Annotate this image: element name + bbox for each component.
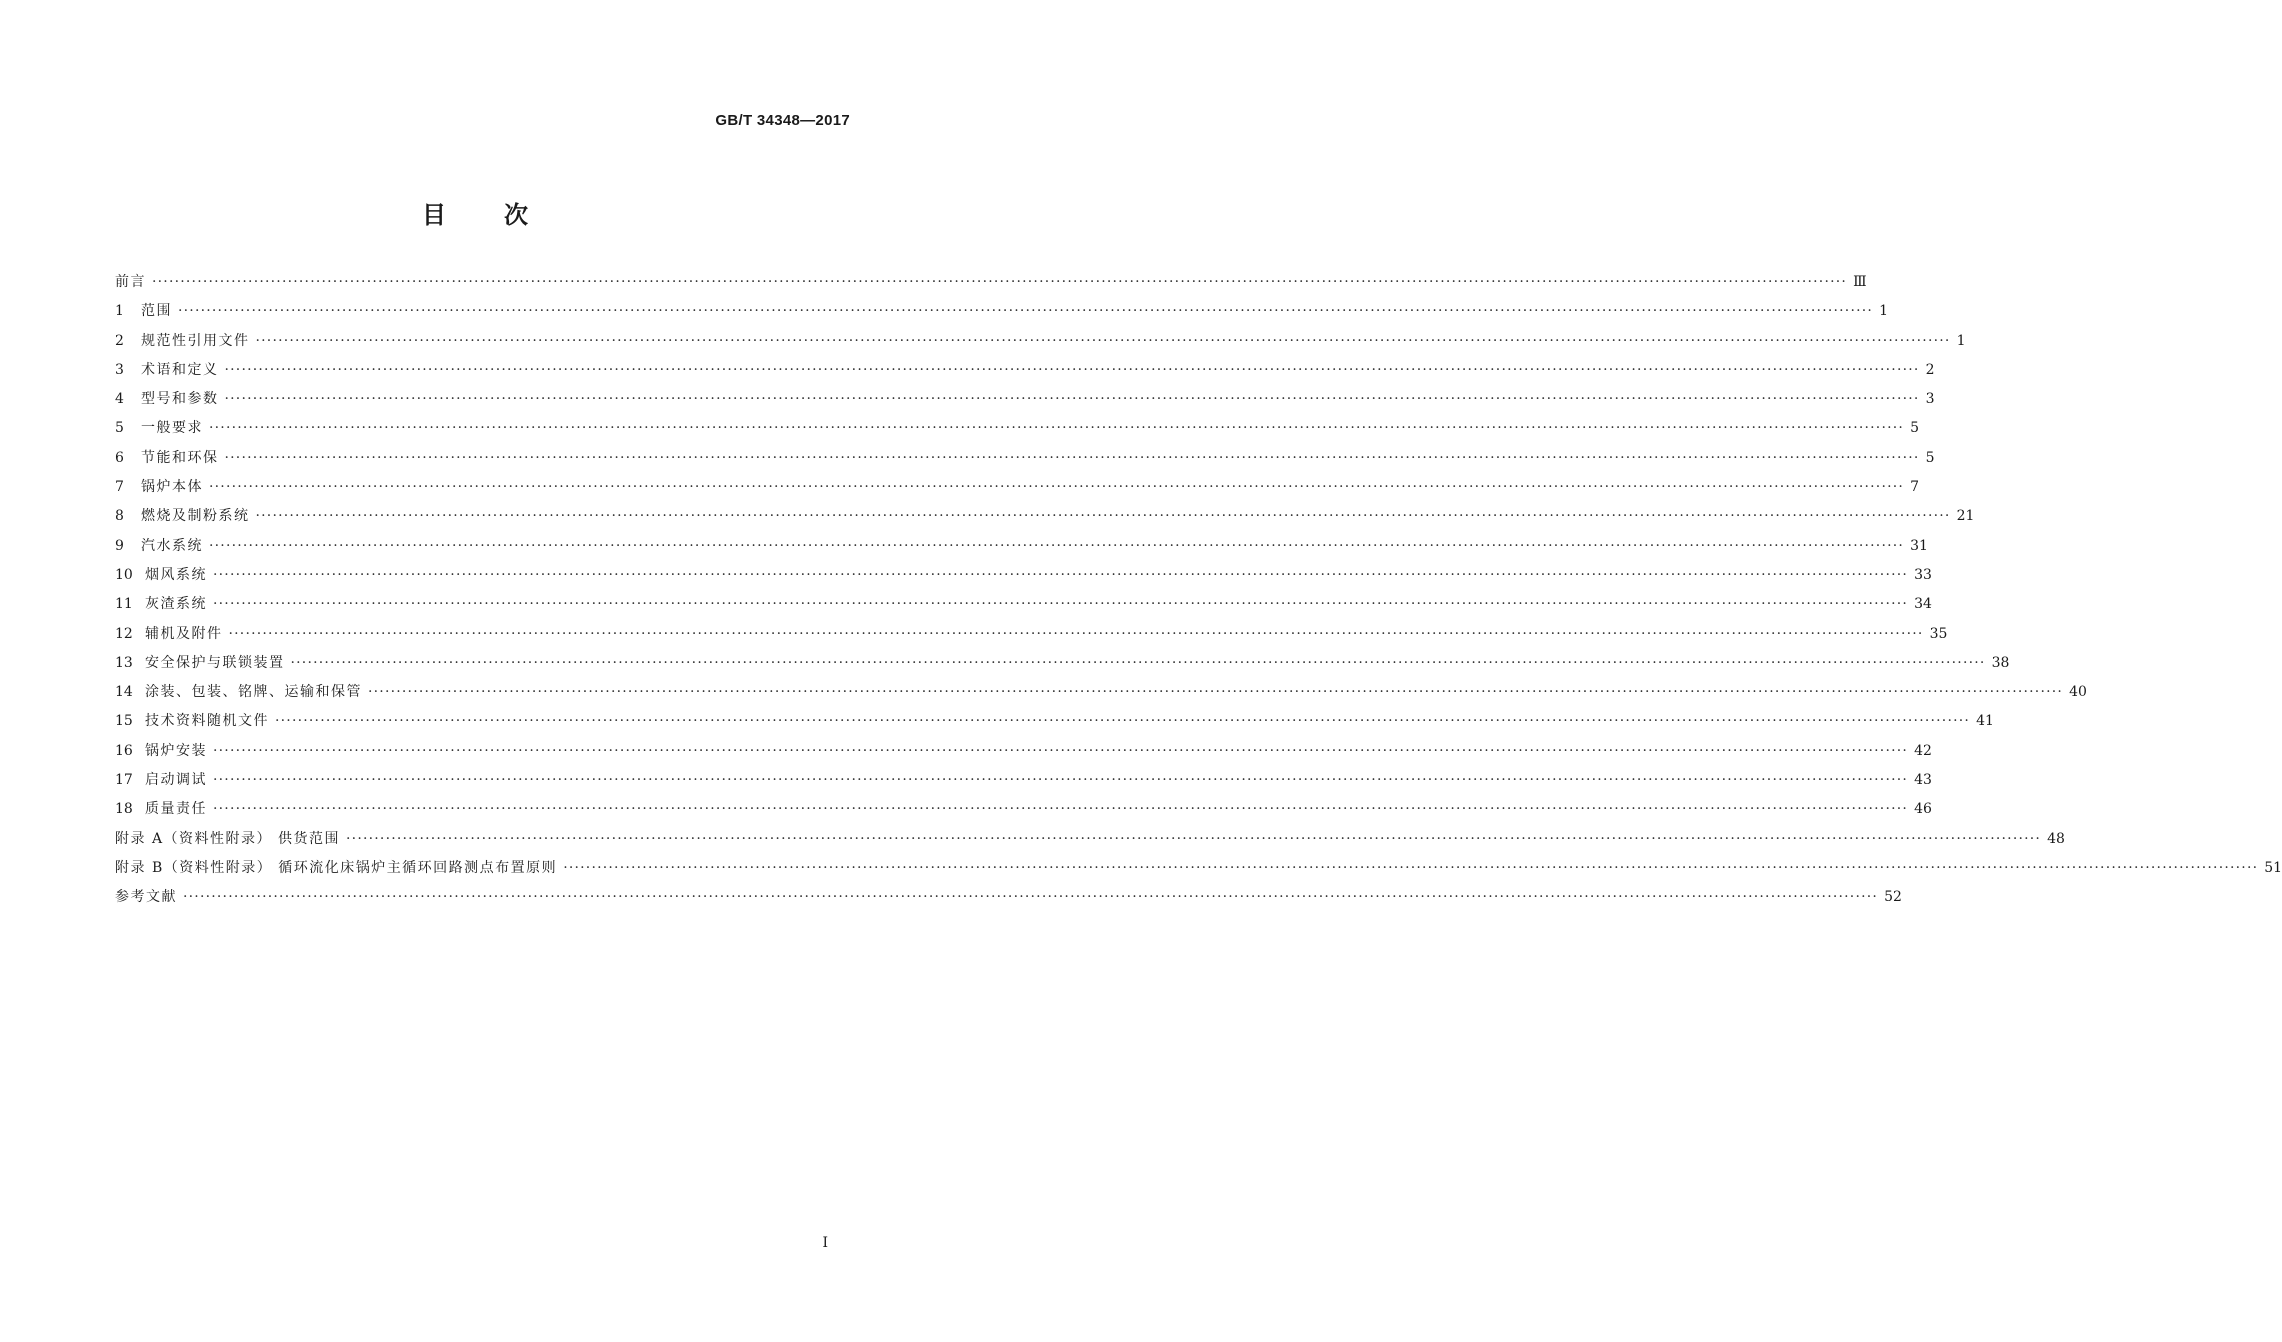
toc-entry-number: 6 bbox=[115, 449, 124, 466]
dot-leader: ············································································································································································································································································································ bbox=[228, 625, 1924, 642]
page-title bbox=[0, 195, 950, 230]
dot-leader: ············································································································································································································································································································ bbox=[213, 801, 1909, 818]
page-number: I bbox=[822, 1235, 828, 1251]
dot-leader: ············································································································································································································································································································ bbox=[224, 361, 1920, 378]
toc-entry[interactable] bbox=[115, 678, 2087, 707]
dot-leader: ············································································································································································································································································································ bbox=[255, 508, 1951, 525]
toc-entry[interactable] bbox=[115, 737, 1932, 766]
toc-entry-page: 52 bbox=[1884, 889, 1902, 906]
dot-leader: ············································································································································································································································································································ bbox=[209, 479, 1905, 496]
toc-entry[interactable] bbox=[115, 825, 2065, 854]
toc-entry-page: 34 bbox=[1914, 596, 1932, 613]
dot-leader: ············································································································································································································································································································ bbox=[290, 654, 1986, 671]
toc-entry-label: 质量责任 bbox=[145, 801, 207, 818]
toc-entry-page: 33 bbox=[1914, 566, 1932, 583]
toc-entry-label: 锅炉安装 bbox=[145, 742, 207, 759]
toc-entry-label: 范围 bbox=[141, 303, 172, 320]
toc-entry-label: 附录 A（资料性附录） 供货范围 bbox=[115, 830, 341, 847]
toc-entry-label: 规范性引用文件 bbox=[141, 332, 250, 349]
toc-entry-page: 5 bbox=[1910, 420, 1919, 437]
toc-entry-number: 16 bbox=[115, 742, 133, 759]
toc-entry-label: 燃烧及制粉系统 bbox=[141, 508, 250, 525]
toc-entry[interactable] bbox=[115, 883, 1902, 912]
toc-entry-page: 41 bbox=[1976, 713, 1994, 730]
dot-leader: ············································································································································································································································································································ bbox=[213, 772, 1909, 789]
toc-entry[interactable] bbox=[115, 502, 1975, 531]
toc-entry-label: 一般要求 bbox=[141, 420, 203, 437]
toc-entry-page: 1 bbox=[1956, 332, 1966, 349]
toc-entry[interactable] bbox=[115, 327, 1966, 356]
toc-entry-label: 术语和定义 bbox=[141, 361, 219, 378]
dot-leader: ············································································································································································································································································································ bbox=[152, 274, 1848, 290]
title-char-2: 次 bbox=[504, 201, 528, 229]
toc-entry-number: 8 bbox=[115, 508, 124, 525]
dot-leader: ············································································································································································································································································································ bbox=[275, 713, 1971, 730]
dot-leader: ············································································································································································································································································································ bbox=[213, 566, 1909, 583]
toc-entry[interactable] bbox=[115, 795, 1932, 824]
dot-leader: ············································································································································································································································································································ bbox=[563, 859, 2259, 876]
toc-entry[interactable] bbox=[115, 444, 1935, 473]
toc-entry-number: 13 bbox=[115, 654, 133, 671]
toc-entry[interactable] bbox=[115, 766, 1932, 795]
toc-entry-number: 17 bbox=[115, 772, 133, 789]
toc-entry-label: 烟风系统 bbox=[145, 566, 207, 583]
table-of-contents bbox=[115, 268, 2282, 913]
dot-leader: ············································································································································································································································································································ bbox=[213, 596, 1909, 613]
toc-entry-page: 5 bbox=[1925, 449, 1935, 466]
toc-entry-number: 7 bbox=[115, 479, 124, 496]
toc-entry-page: 35 bbox=[1929, 625, 1948, 642]
toc-entry[interactable] bbox=[115, 385, 1935, 414]
toc-entry-page: 48 bbox=[2047, 830, 2065, 847]
dot-leader: ············································································································································································································································································································ bbox=[209, 537, 1905, 554]
toc-entry-label: 节能和环保 bbox=[141, 449, 219, 466]
toc-entry-page: 46 bbox=[1914, 801, 1932, 818]
toc-entry-number: 3 bbox=[115, 361, 124, 378]
toc-entry-number: 1 bbox=[115, 303, 124, 320]
toc-entry-page: 2 bbox=[1925, 361, 1935, 378]
toc-entry-page: 42 bbox=[1914, 742, 1932, 759]
toc-entry[interactable] bbox=[115, 356, 1935, 385]
dot-leader: ············································································································································································································································································································ bbox=[224, 449, 1920, 466]
toc-entry[interactable] bbox=[115, 532, 1928, 561]
toc-entry-label: 参考文献 bbox=[115, 889, 177, 906]
toc-entry-number: 2 bbox=[115, 332, 124, 349]
toc-entry[interactable] bbox=[115, 590, 1932, 619]
toc-entry-label: 锅炉本体 bbox=[141, 479, 203, 496]
toc-entry[interactable] bbox=[115, 268, 1867, 297]
toc-entry-page: 3 bbox=[1925, 391, 1935, 408]
toc-entry-label: 技术资料随机文件 bbox=[145, 713, 269, 730]
toc-entry-number: 9 bbox=[115, 537, 124, 554]
toc-entry-number: 5 bbox=[115, 420, 124, 437]
toc-entry-number: 4 bbox=[115, 391, 124, 408]
toc-entry-page: 7 bbox=[1910, 479, 1919, 496]
toc-entry-label: 前言 bbox=[115, 274, 146, 290]
toc-entry[interactable] bbox=[115, 297, 1888, 326]
toc-entry-page: 31 bbox=[1910, 537, 1928, 554]
dot-leader: ············································································································································································································································································································ bbox=[213, 742, 1909, 759]
dot-leader: ············································································································································································································································································································ bbox=[224, 391, 1920, 408]
toc-entry-page: 51 bbox=[2264, 859, 2282, 876]
toc-entry-label: 启动调试 bbox=[145, 772, 207, 789]
toc-entry[interactable] bbox=[115, 620, 1948, 649]
toc-entry-number: 15 bbox=[115, 713, 133, 730]
toc-entry-label: 附录 B（资料性附录） 循环流化床锅炉主循环回路测点布置原则 bbox=[115, 859, 558, 876]
toc-entry-label: 灰渣系统 bbox=[145, 596, 207, 613]
dot-leader: ············································································································································································································································································································ bbox=[255, 332, 1951, 349]
dot-leader: ············································································································································································································································································································ bbox=[368, 684, 2064, 701]
toc-entry[interactable] bbox=[115, 561, 1932, 590]
toc-entry-page: 43 bbox=[1914, 772, 1932, 789]
toc-entry-number: 14 bbox=[115, 684, 133, 701]
toc-entry-page: 40 bbox=[2069, 684, 2087, 701]
dot-leader: ············································································································································································································································································································ bbox=[183, 889, 1879, 906]
toc-entry[interactable] bbox=[115, 649, 2010, 678]
dot-leader: ············································································································································································································································································································ bbox=[209, 420, 1905, 437]
toc-entry-page: 1 bbox=[1879, 303, 1888, 320]
toc-entry-number: 10 bbox=[115, 566, 133, 583]
toc-entry[interactable] bbox=[115, 414, 1919, 443]
toc-entry[interactable] bbox=[115, 707, 1994, 736]
toc-entry-label: 辅机及附件 bbox=[145, 625, 223, 642]
toc-entry-page: 38 bbox=[1991, 654, 2010, 671]
dot-leader: ············································································································································································································································································································ bbox=[178, 303, 1874, 320]
toc-entry-label: 安全保护与联锁装置 bbox=[145, 654, 285, 671]
toc-entry-label: 型号和参数 bbox=[141, 391, 219, 408]
toc-entry-label: 涂装、包装、铭牌、运输和保管 bbox=[145, 684, 362, 701]
toc-entry-page: Ⅲ bbox=[1853, 274, 1867, 290]
standard-code: GB/T 34348—2017 bbox=[715, 112, 850, 129]
toc-entry-number: 12 bbox=[115, 625, 133, 642]
toc-entry-number: 18 bbox=[115, 801, 133, 818]
toc-entry[interactable] bbox=[115, 854, 2282, 883]
dot-leader: ············································································································································································································································································································ bbox=[346, 830, 2042, 847]
toc-entry-number: 11 bbox=[115, 596, 133, 613]
toc-entry-label: 汽水系统 bbox=[141, 537, 203, 554]
toc-entry[interactable] bbox=[115, 473, 1919, 502]
toc-entry-page: 21 bbox=[1956, 508, 1975, 525]
title-char-1: 目 bbox=[422, 201, 446, 229]
